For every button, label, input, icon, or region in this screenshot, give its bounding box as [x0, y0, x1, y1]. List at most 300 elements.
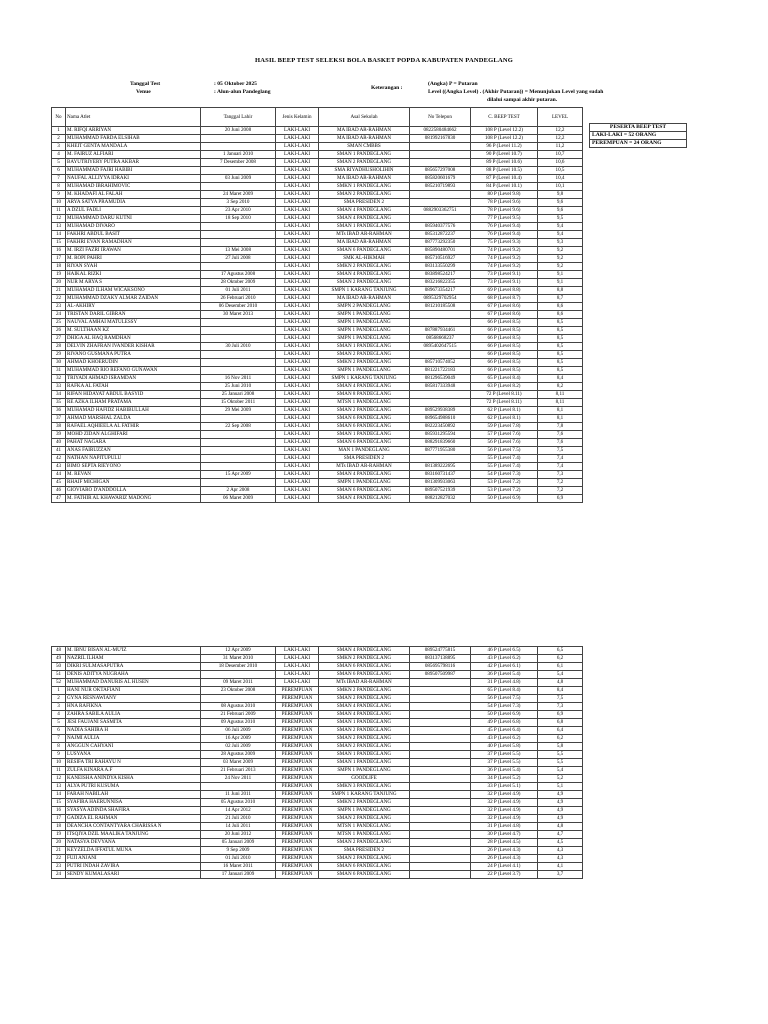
- beep-test-cell: 73 P (Level 9.1): [471, 279, 538, 287]
- birth-date-cell: 12 Apr 2009: [201, 647, 276, 655]
- athlete-name-cell: M. IBNU BISAN AL-MU'IZ: [66, 647, 201, 655]
- summary-box: [589, 123, 687, 148]
- school-cell: SMAN 6 PANDEGLANG: [319, 663, 410, 671]
- level-cell: 11,2: [538, 143, 583, 151]
- level-cell: 8,1: [538, 415, 583, 423]
- beep-test-cell: 74 P (Level 9.2): [471, 263, 538, 271]
- phone-cell: [410, 855, 471, 863]
- school-cell: SMA PRESIDEN 2: [319, 847, 410, 855]
- row-no-cell: 45: [52, 479, 66, 487]
- header-level: LEVEL: [538, 108, 583, 127]
- gender-cell: LAKI-LAKI: [276, 167, 319, 175]
- athlete-name-cell: NADIA SAHIRA H: [66, 727, 201, 735]
- gender-cell: PEREMPUAN: [276, 823, 319, 831]
- birth-date-cell: 28 Oktober 2009: [201, 279, 276, 287]
- row-no-cell: 6: [52, 167, 66, 175]
- row-no-cell: 19: [52, 831, 66, 839]
- beep-test-cell: 73 P (Level 9.1): [471, 271, 538, 279]
- gender-cell: LAKI-LAKI: [276, 495, 319, 503]
- athlete-name-cell: NAZRIL ILHAM: [66, 655, 201, 663]
- table-row: [52, 383, 583, 391]
- gender-cell: PEREMPUAN: [276, 815, 319, 823]
- table-row: [52, 655, 583, 663]
- beep-test-cell: 66 P (Level 8.5): [471, 335, 538, 343]
- birth-date-cell: 2 Apr 2008: [201, 487, 276, 495]
- phone-cell: [410, 767, 471, 775]
- gender-cell: LAKI-LAKI: [276, 367, 319, 375]
- athlete-name-cell: MUHAMAD DIVARO: [66, 223, 201, 231]
- beep-test-cell: 53 P (Level 7.2): [471, 487, 538, 495]
- row-no-cell: 20: [52, 839, 66, 847]
- gender-cell: PEREMPUAN: [276, 791, 319, 799]
- birth-date-cell: [201, 479, 276, 487]
- school-cell: SMAN 1 PANDEGLANG: [319, 343, 410, 351]
- level-cell: 6,9: [538, 495, 583, 503]
- level-cell: 7,8: [538, 423, 583, 431]
- birth-date-cell: [201, 463, 276, 471]
- gender-cell: PEREMPUAN: [276, 735, 319, 743]
- table-row: [52, 319, 583, 327]
- beep-test-cell: 56 P (Level 7.6): [471, 439, 538, 447]
- gender-cell: PEREMPUAN: [276, 783, 319, 791]
- school-cell: SMAN 1 PANDEGLANG: [319, 223, 410, 231]
- table-row: [52, 239, 583, 247]
- athlete-name-cell: AHMAD KHOERUDIN: [66, 359, 201, 367]
- row-no-cell: 26: [52, 327, 66, 335]
- level-cell: 9,6: [538, 199, 583, 207]
- level-cell: 7,2: [538, 479, 583, 487]
- gender-cell: LAKI-LAKI: [276, 143, 319, 151]
- birth-date-cell: 14 Apr 2012: [201, 807, 276, 815]
- phone-cell: 089673354217: [410, 287, 471, 295]
- level-cell: 4,1: [538, 863, 583, 871]
- table-row: [52, 127, 583, 135]
- gender-cell: PEREMPUAN: [276, 799, 319, 807]
- phone-cell: 083898524217: [410, 271, 471, 279]
- level-cell: 7,3: [538, 703, 583, 711]
- beep-test-cell: 69 P (Level 8.8): [471, 287, 538, 295]
- birth-date-cell: 18 Sep 2010: [201, 215, 276, 223]
- athlete-name-cell: HAIKAL RIZKI: [66, 271, 201, 279]
- level-cell: 4,3: [538, 847, 583, 855]
- beep-test-cell: 62 P (Level 8.1): [471, 415, 538, 423]
- gender-cell: PEREMPUAN: [276, 727, 319, 735]
- table-row: [52, 159, 583, 167]
- school-cell: SMK AL-HIKMAH: [319, 255, 410, 263]
- row-no-cell: 3: [52, 703, 66, 711]
- row-no-cell: 46: [52, 487, 66, 495]
- phone-cell: [410, 839, 471, 847]
- phone-cell: 0822580484662: [410, 127, 471, 135]
- phone-cell: 083216822355: [410, 279, 471, 287]
- athlete-name-cell: MUHAMMAD FAJRI HABIBI: [66, 167, 201, 175]
- keterangan-label: Keterangan :: [371, 85, 403, 91]
- level-cell: 10,5: [538, 167, 583, 175]
- athlete-name-cell: AHMAD MARSHAL ZALDA: [66, 415, 201, 423]
- school-cell: SMKN 2 PANDEGLANG: [319, 359, 410, 367]
- level-cell: 9,4: [538, 223, 583, 231]
- table-row: [52, 671, 583, 679]
- beep-test-cell: 75 P (Level 9.3): [471, 239, 538, 247]
- table-row: [52, 167, 583, 175]
- row-no-cell: 44: [52, 471, 66, 479]
- row-no-cell: 15: [52, 239, 66, 247]
- school-cell: SMAN 6 PANDEGLANG: [319, 671, 410, 679]
- row-no-cell: 10: [52, 199, 66, 207]
- table-row: [52, 815, 583, 823]
- row-no-cell: 48: [52, 647, 66, 655]
- level-cell: 8,5: [538, 351, 583, 359]
- athlete-name-cell: SYASYA ADINDA SHAFIRA: [66, 807, 201, 815]
- school-cell: SMAN 4 PANDEGLANG: [319, 647, 410, 655]
- athlete-name-cell: DIKRI SULMASAPUTRA: [66, 663, 201, 671]
- gender-cell: LAKI-LAKI: [276, 455, 319, 463]
- birth-date-cell: [201, 447, 276, 455]
- gender-cell: LAKI-LAKI: [276, 151, 319, 159]
- phone-cell: 085931295594: [410, 431, 471, 439]
- school-cell: SMPN 1 PANDEGLANG: [319, 807, 410, 815]
- athlete-name-cell: DHIGA AL HAQ RAMDHAN: [66, 335, 201, 343]
- athlete-name-cell: ALYA PUTRI KUSUMA: [66, 783, 201, 791]
- gender-cell: LAKI-LAKI: [276, 463, 319, 471]
- level-cell: 8,5: [538, 367, 583, 375]
- level-cell: 9,8: [538, 191, 583, 199]
- table-row: [52, 199, 583, 207]
- phone-cell: 088291839660: [410, 439, 471, 447]
- school-cell: MTs IBAD AR-RAHMAN: [319, 679, 410, 687]
- phone-cell: 085820601679: [410, 175, 471, 183]
- table-row: [52, 479, 583, 487]
- level-cell: 5,1: [538, 783, 583, 791]
- athlete-name-cell: BIMO SEPTA RIEYONO: [66, 463, 201, 471]
- table-row: [52, 247, 583, 255]
- gender-cell: PEREMPUAN: [276, 751, 319, 759]
- phone-cell: 087771955380: [410, 447, 471, 455]
- birth-date-cell: [201, 167, 276, 175]
- school-cell: MTs IBAD AR-RAHMAN: [319, 463, 410, 471]
- table-row: [52, 775, 583, 783]
- gender-cell: LAKI-LAKI: [276, 679, 319, 687]
- level-cell: 4,5: [538, 839, 583, 847]
- school-cell: SMPN 1 KARANG TANJUNG: [319, 287, 410, 295]
- row-no-cell: 17: [52, 815, 66, 823]
- level-cell: 3,7: [538, 871, 583, 879]
- row-no-cell: 8: [52, 183, 66, 191]
- beep-test-cell: 22 P (Level 3.7): [471, 871, 538, 879]
- athlete-name-cell: MUHAMAD HAFIDZ HABIBULLAH: [66, 407, 201, 415]
- birth-date-cell: 24 Nov 2011: [201, 775, 276, 783]
- beep-test-cell: 49 P (Level 6.8): [471, 719, 538, 727]
- table-row: [52, 327, 583, 335]
- row-no-cell: 27: [52, 335, 66, 343]
- table-row: [52, 807, 583, 815]
- gender-cell: PEREMPUAN: [276, 759, 319, 767]
- table-row: [52, 391, 583, 399]
- table-row: [52, 303, 583, 311]
- phone-cell: 085657297008: [410, 167, 471, 175]
- row-no-cell: 8: [52, 743, 66, 751]
- level-cell: 7,5: [538, 695, 583, 703]
- athlete-name-cell: MUHAMMAD FARDA ELSIHAB: [66, 135, 201, 143]
- level-cell: 6,5: [538, 647, 583, 655]
- beep-test-cell: 24 P (Level 4.1): [471, 863, 538, 871]
- venue-value: : Alun-alun Pandeglang: [214, 89, 271, 95]
- table-row: [52, 791, 583, 799]
- row-no-cell: 24: [52, 871, 66, 879]
- phone-cell: [410, 823, 471, 831]
- birth-date-cell: 14 Juli 2011: [201, 823, 276, 831]
- school-cell: SMAN 6 PANDEGLANG: [319, 247, 410, 255]
- level-cell: 7,2: [538, 487, 583, 495]
- athlete-name-cell: M. IRZI FAZRI IRAWAN: [66, 247, 201, 255]
- level-cell: 8,4: [538, 375, 583, 383]
- table-row: [52, 375, 583, 383]
- athlete-name-cell: DENIS ADITYA NUGRAHA: [66, 671, 201, 679]
- row-no-cell: 12: [52, 775, 66, 783]
- phone-cell: [410, 871, 471, 879]
- phone-cell: 088212827032: [410, 495, 471, 503]
- row-no-cell: 33: [52, 383, 66, 391]
- table-row: [52, 695, 583, 703]
- level-cell: 6,9: [538, 711, 583, 719]
- athlete-name-cell: HANI NUR OKTAFIANI: [66, 687, 201, 695]
- birth-date-cell: 05 Januari 2009: [201, 839, 276, 847]
- row-no-cell: 38: [52, 423, 66, 431]
- phone-cell: [410, 695, 471, 703]
- level-cell: 8,6: [538, 303, 583, 311]
- level-cell: 6,8: [538, 719, 583, 727]
- level-cell: 4,3: [538, 855, 583, 863]
- athlete-name-cell: NATHAN NAPITUPULU: [66, 455, 201, 463]
- phone-cell: 085695798116: [410, 663, 471, 671]
- phone-cell: [410, 159, 471, 167]
- level-cell: 10,7: [538, 151, 583, 159]
- school-cell: MTSN 1 PANDEGLANG: [319, 831, 410, 839]
- athlete-name-cell: NUR M ARYA S: [66, 279, 201, 287]
- phone-cell: 085312872237: [410, 231, 471, 239]
- gender-cell: LAKI-LAKI: [276, 431, 319, 439]
- beep-test-cell: 59 P (Level 7.8): [471, 423, 538, 431]
- school-cell: SMAN 2 PANDEGLANG: [319, 839, 410, 847]
- athlete-name-cell: PUTRI INDAH ZAVIRA: [66, 863, 201, 871]
- birth-date-cell: 25 Juni 2010: [201, 383, 276, 391]
- table-row: [52, 799, 583, 807]
- beep-test-cell: 43 P (Level 6.2): [471, 735, 538, 743]
- gender-cell: LAKI-LAKI: [276, 135, 319, 143]
- level-cell: 5,5: [538, 751, 583, 759]
- school-cell: SMAN 2 PANDEGLANG: [319, 159, 410, 167]
- phone-cell: 08568668237: [410, 335, 471, 343]
- athlete-name-cell: ZULFA KINARA A.F: [66, 767, 201, 775]
- row-no-cell: 13: [52, 783, 66, 791]
- birth-date-cell: 15 Oktober 2011: [201, 399, 276, 407]
- birth-date-cell: [201, 455, 276, 463]
- school-cell: MAN 1 PANDEGLANG: [319, 447, 410, 455]
- gender-cell: PEREMPUAN: [276, 839, 319, 847]
- beep-test-cell: 108 P (Level 12.2): [471, 135, 538, 143]
- row-no-cell: 39: [52, 431, 66, 439]
- phone-cell: 083160731437: [410, 471, 471, 479]
- beep-test-cell: 66 P (Level 8.5): [471, 343, 538, 351]
- results-table-1: [51, 107, 583, 503]
- school-cell: SMAN 1 PANDEGLANG: [319, 431, 410, 439]
- gender-cell: LAKI-LAKI: [276, 207, 319, 215]
- phone-cell: 081992167830: [410, 135, 471, 143]
- beep-test-cell: 66 P (Level 8.5): [471, 359, 538, 367]
- table-row: [52, 231, 583, 239]
- athlete-name-cell: NAUVAL AMHAI MATULESSY: [66, 319, 201, 327]
- row-no-cell: 36: [52, 407, 66, 415]
- table-row: [52, 487, 583, 495]
- gender-cell: LAKI-LAKI: [276, 127, 319, 135]
- level-cell: 5,8: [538, 743, 583, 751]
- gender-cell: PEREMPUAN: [276, 855, 319, 863]
- gender-cell: LAKI-LAKI: [276, 391, 319, 399]
- athlete-name-cell: MUHAMAD ILHAM WICAKSONO: [66, 287, 201, 295]
- school-cell: SMAN 4 PANDEGLANG: [319, 383, 410, 391]
- row-no-cell: 37: [52, 415, 66, 423]
- gender-cell: PEREMPUAN: [276, 695, 319, 703]
- level-cell: 7,4: [538, 463, 583, 471]
- beep-test-cell: 89 P (Level 10.6): [471, 159, 538, 167]
- table-row: [52, 871, 583, 879]
- level-cell: 8,5: [538, 335, 583, 343]
- table-row: [52, 687, 583, 695]
- birth-date-cell: 15 Apr 2009: [201, 471, 276, 479]
- row-no-cell: 31: [52, 367, 66, 375]
- birth-date-cell: 16 Maret 2011: [201, 863, 276, 871]
- table-row: [52, 263, 583, 271]
- table-row: [52, 311, 583, 319]
- gender-cell: LAKI-LAKI: [276, 647, 319, 655]
- athlete-name-cell: MUHAMMAD DZAKY ALMAR ZAIDAN: [66, 295, 201, 303]
- level-cell: 5,2: [538, 775, 583, 783]
- athlete-name-cell: DELVIN ZHAFRAN IVANDER KISHAR: [66, 343, 201, 351]
- birth-date-cell: 20 Juni 2012: [201, 831, 276, 839]
- level-cell: 10,6: [538, 159, 583, 167]
- beep-test-cell: 55 P (Level 7.4): [471, 455, 538, 463]
- gender-cell: LAKI-LAKI: [276, 375, 319, 383]
- gender-cell: LAKI-LAKI: [276, 335, 319, 343]
- gender-cell: LAKI-LAKI: [276, 383, 319, 391]
- phone-cell: [410, 759, 471, 767]
- table-row: [52, 471, 583, 479]
- birth-date-cell: 30 Maret 2013: [201, 311, 276, 319]
- gender-cell: LAKI-LAKI: [276, 471, 319, 479]
- beep-test-cell: 54 P (Level 7.3): [471, 471, 538, 479]
- row-no-cell: 22: [52, 295, 66, 303]
- birth-date-cell: 16 Nov 2011: [201, 375, 276, 383]
- row-no-cell: 49: [52, 655, 66, 663]
- beep-test-cell: 26 P (Level 4.3): [471, 855, 538, 863]
- athlete-name-cell: ARYA SATYA PRAMUDIA: [66, 199, 201, 207]
- phone-cell: 081309933063: [410, 479, 471, 487]
- row-no-cell: 24: [52, 311, 66, 319]
- row-no-cell: 42: [52, 455, 66, 463]
- birth-date-cell: 9 Sep 2009: [201, 847, 276, 855]
- phone-cell: [410, 831, 471, 839]
- row-no-cell: 50: [52, 663, 66, 671]
- athlete-name-cell: HNA RAFIKNA: [66, 703, 201, 711]
- school-cell: SMAN 4 PANDEGLANG: [319, 471, 410, 479]
- phone-cell: 0895402647515: [410, 343, 471, 351]
- school-cell: GOODLIFE: [319, 775, 410, 783]
- phone-cell: [410, 311, 471, 319]
- gender-cell: LAKI-LAKI: [276, 487, 319, 495]
- table-row: [52, 831, 583, 839]
- row-no-cell: 23: [52, 303, 66, 311]
- school-cell: MA IBAD AR-RAHMAN: [319, 135, 410, 143]
- gender-cell: LAKI-LAKI: [276, 359, 319, 367]
- table-row: [52, 343, 583, 351]
- beep-test-cell: 66 P (Level 8.5): [471, 327, 538, 335]
- school-cell: SMKN 1 PANDEGLANG: [319, 183, 410, 191]
- athlete-name-cell: M. FATHIR AL KHAWARIZ MADONG: [66, 495, 201, 503]
- school-cell: SMPN 1 PANDEGLANG: [319, 327, 410, 335]
- gender-cell: LAKI-LAKI: [276, 303, 319, 311]
- beep-test-cell: 37 P (Level 5.5): [471, 759, 538, 767]
- level-note: Level ((Angka Level) . (Akhir Putaran)) = Menunjukan Level yang sudah: [428, 89, 604, 95]
- summary-male: LAKI-LAKI = 52 ORANG: [590, 132, 687, 140]
- table-row: [52, 855, 583, 863]
- beep-test-cell: 67 P (Level 8.6): [471, 311, 538, 319]
- row-no-cell: 41: [52, 447, 66, 455]
- beep-test-cell: 76 P (Level 9.4): [471, 231, 538, 239]
- level-cell: 4,7: [538, 831, 583, 839]
- birth-date-cell: [201, 239, 276, 247]
- level-cell: 8,5: [538, 343, 583, 351]
- table-row: [52, 711, 583, 719]
- school-cell: SMAN CMBBS: [319, 143, 410, 151]
- gender-cell: LAKI-LAKI: [276, 255, 319, 263]
- phone-cell: 089529938389: [410, 407, 471, 415]
- phone-cell: 081389222695: [410, 463, 471, 471]
- athlete-name-cell: KHEIT GENTA MANDALA: [66, 143, 201, 151]
- school-cell: SMAN 1 PANDEGLANG: [319, 719, 410, 727]
- row-no-cell: 34: [52, 391, 66, 399]
- birth-date-cell: [201, 415, 276, 423]
- level-cell: 4,8: [538, 823, 583, 831]
- athlete-name-cell: NATASYA DEVYANA: [66, 839, 201, 847]
- level-cell: 8,6: [538, 311, 583, 319]
- school-cell: SMAN 8 PANDEGLANG: [319, 391, 410, 399]
- birth-date-cell: 1 Januari 2010: [201, 151, 276, 159]
- gender-cell: PEREMPUAN: [276, 871, 319, 879]
- gender-cell: LAKI-LAKI: [276, 343, 319, 351]
- phone-cell: 0882903362751: [410, 207, 471, 215]
- header-telepon: No Telepon: [410, 108, 471, 127]
- level-cell: 7,6: [538, 439, 583, 447]
- school-cell: SMAN 4 PANDEGLANG: [319, 495, 410, 503]
- beep-test-cell: 40 P (Level 5.8): [471, 743, 538, 751]
- level-cell: 4,9: [538, 807, 583, 815]
- beep-test-cell: 72 P (Level 8.11): [471, 399, 538, 407]
- level-cell: 9,6: [538, 207, 583, 215]
- birth-date-cell: [201, 439, 276, 447]
- keterangan-notes: [428, 80, 658, 104]
- athlete-name-cell: TRISTAN DARIL GIBRAN: [66, 311, 201, 319]
- table-row: [52, 399, 583, 407]
- school-cell: SMPN 2 PANDEGLANG: [319, 303, 410, 311]
- row-no-cell: 13: [52, 223, 66, 231]
- birth-date-cell: 05 Agustus 2010: [201, 799, 276, 807]
- beep-test-cell: 87 P (Level 10.4): [471, 175, 538, 183]
- row-no-cell: 15: [52, 799, 66, 807]
- row-no-cell: 18: [52, 263, 66, 271]
- athlete-name-cell: M. SULTHAAN KZ: [66, 327, 201, 335]
- gender-cell: LAKI-LAKI: [276, 231, 319, 239]
- school-cell: SMPN 1 PANDEGLANG: [319, 767, 410, 775]
